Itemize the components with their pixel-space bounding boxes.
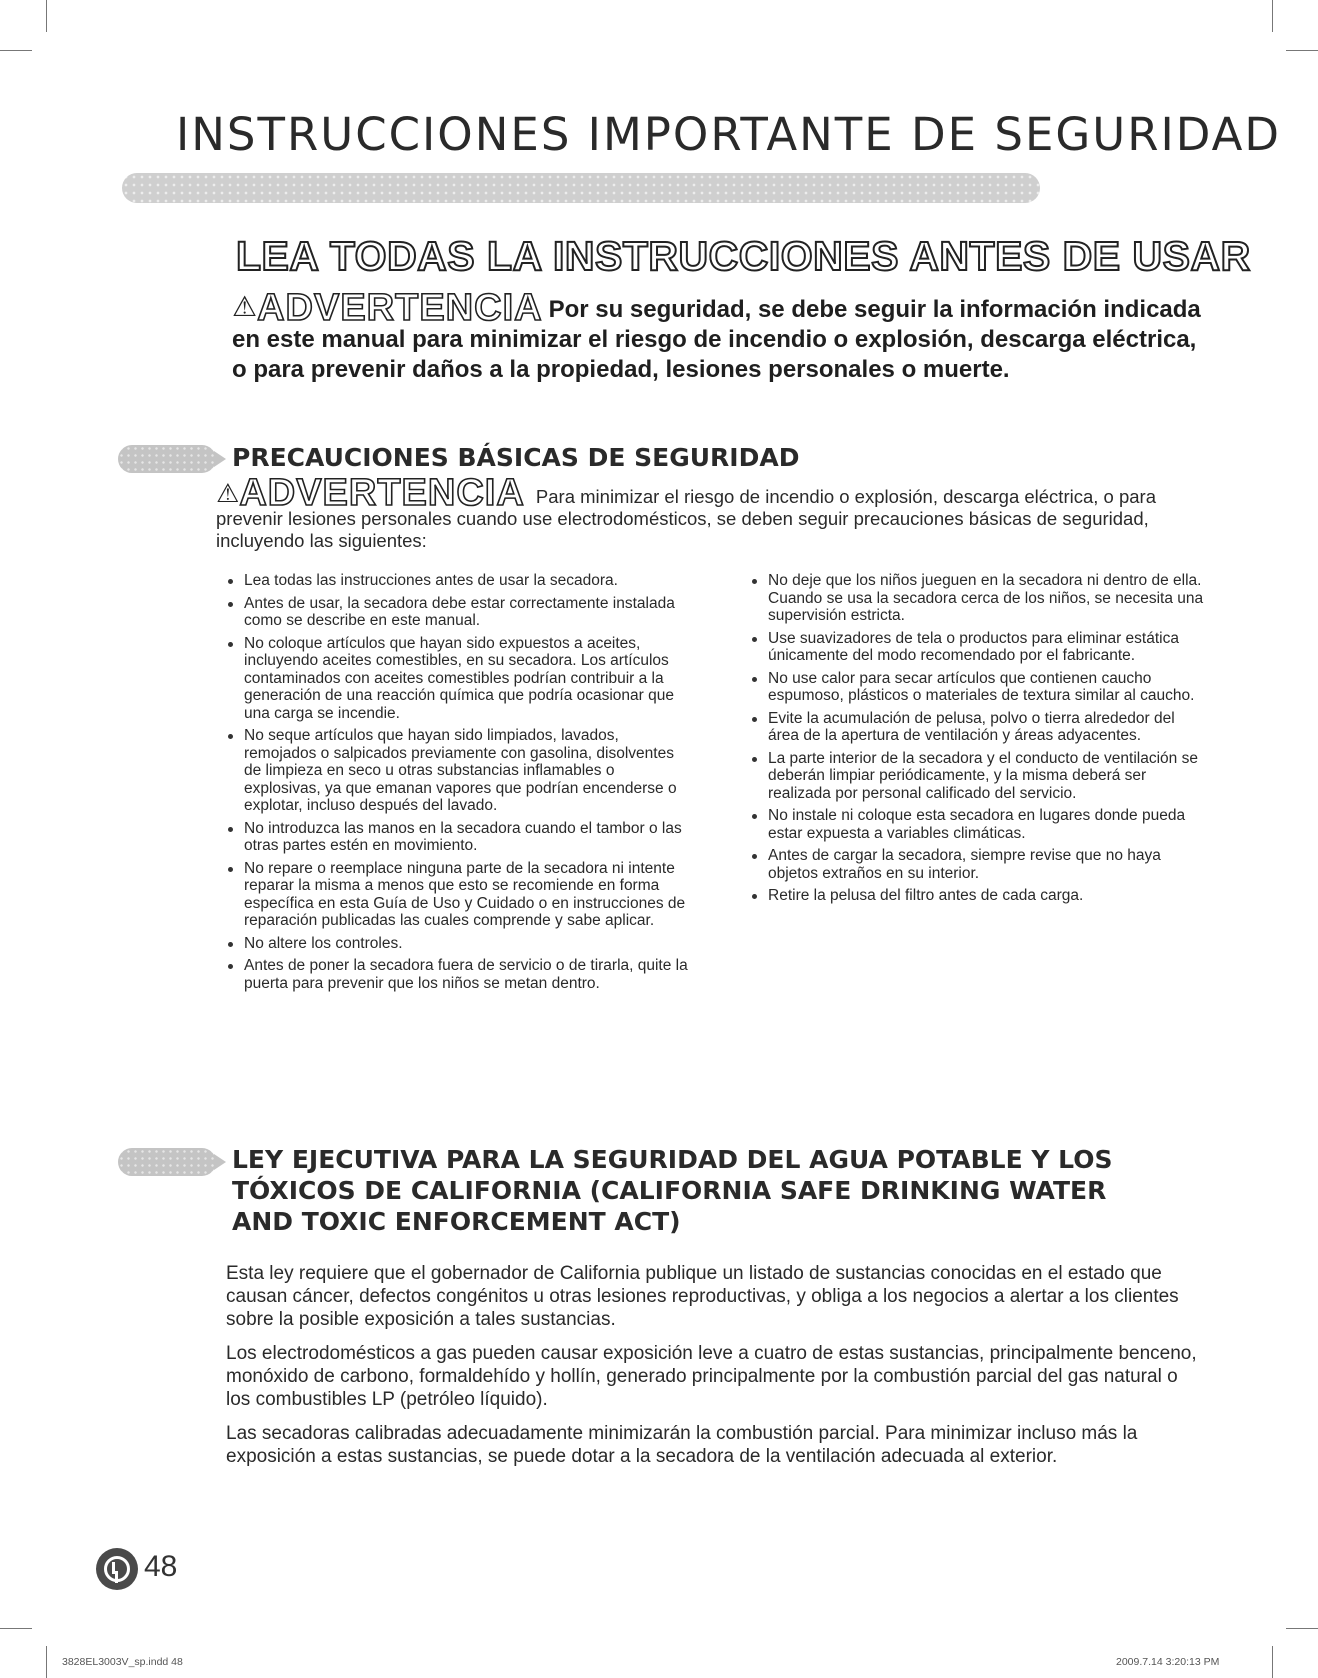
california-paragraph-2: Los electrodomésticos a gas pueden causar exposición leve a cuatro de estas sustancias, principalmente benceno, monóxido de carbono, formaldehído y hollín, generado principalmente por la combustión parcial del gas natural o los combustibles LP (petróleo líquido). [226,1343,1197,1410]
list-item: Antes de cargar la secadora, siempre revise que no haya objetos extraños en su interior. [750,847,1204,882]
crop-mark [46,1646,47,1678]
list-item: No repare o reemplace ninguna parte de la secadora ni intente reparar la misma a menos que esto se recomiende en forma específica en esta Guía de Uso y Cuidado o en instrucciones de reparación publicadas las cuales comprende y sabe aplicar. [226,860,688,930]
list-item: No coloque artículos que hayan sido expuestos a aceites, incluyendo aceites comestibles, en su secadora. Los artículos contaminados con aceites comestibles podrían contribuir a la generación de una reacción química que podría ocasionar que una carga se incendie. [226,635,688,723]
warning-label: ADVERTENCIA [257,287,543,329]
warning-label: ADVERTENCIA [239,472,525,514]
lg-logo-icon [96,1548,138,1590]
main-warning-text: indicada en este manual para minimizar el riesgo de incendio o explosión, descarga eléctrica, o para prevenir daños a la propiedad, lesiones personales o muerte. [232,296,1201,383]
section-marker [118,445,216,473]
section-marker [118,1148,216,1176]
crop-mark [1272,0,1273,32]
crop-mark [1286,50,1318,51]
precautions-list-left [226,572,688,997]
crop-mark [46,0,47,32]
basic-precautions-warning [216,472,1196,552]
warning-triangle-icon: ⚠ [232,291,258,322]
main-warning-lead: Por su seguridad, se debe seguir la información [548,296,1097,323]
list-item: Antes de usar, la secadora debe estar correctamente instalada como se describe en este manual. [226,595,688,630]
california-paragraph-3: Las secadoras calibradas adecuadamente minimizarán la combustión parcial. Para minimizar incluso más la exposición a estas sustancias, se puede dotar a la secadora de la ventilación adecuada al exterior. [226,1423,1138,1467]
crop-mark [0,50,32,51]
list-item: La parte interior de la secadora y el conducto de ventilación se deberán limpiar periódicamente, y la misma deberá ser realizada por personal calificado del servicio. [750,750,1204,803]
list-item: Lea todas las instrucciones antes de usar la secadora. [226,572,688,590]
list-item: Retire la pelusa del filtro antes de cada carga. [750,887,1204,905]
list-item: No deje que los niños jueguen en la secadora ni dentro de ella. Cuando se usa la secadora cerca de los niños, se necesita una supervisión estricta. [750,572,1204,625]
precautions-list-right [750,572,1204,910]
page-number: 48 [144,1550,178,1583]
list-item: Evite la acumulación de pelusa, polvo o tierra alrededor del área de la apertura de ventilación y áreas adyacentes. [750,710,1204,745]
warning-triangle-icon: ⚠ [216,478,240,508]
crop-mark [0,1628,32,1629]
crop-mark [1286,1628,1318,1629]
list-item: No seque artículos que hayan sido limpiados, lavados, remojados o salpicados previamente con gasolina, disolventes de limpieza en seco u otras substancias inflamables o explosivas, ya que emanan vapores que podrían encenderse o explotar, incluso después del lavado. [226,727,688,815]
print-timestamp: 2009.7.14 3:20:13 PM [1116,1656,1220,1668]
basic-precautions-warning-text: Para minimizar el riesgo de incendio o explosión, descarga eléctrica, o para prevenir lesiones personales cuando use electrodomésticos, se deben seguir precauciones básicas de seguridad, incluyendo las siguientes: [216,486,1156,551]
list-item: Antes de poner la secadora fuera de servicio o de tirarla, quite la puerta para prevenir que los niños se metan dentro. [226,957,688,992]
page-title: INSTRUCCIONES IMPORTANTE DE SEGURIDAD [176,108,1282,161]
list-item: No altere los controles. [226,935,688,953]
section-title-california-act: LEY EJECUTIVA PARA LA SEGURIDAD DEL AGUA POTABLE Y LOS TÓXICOS DE CALIFORNIA (CALIFORNIA SAFE DRINKING WATER AND TOXIC ENFORCEMENT ACT) [232,1145,1113,1236]
file-name: 3828EL3003V_sp.indd 48 [62,1656,183,1668]
list-item: Use suavizadores de tela o productos para eliminar estática únicamente del modo recomendado por el fabricante. [750,630,1204,665]
list-item: No use calor para secar artículos que contienen caucho espumoso, plásticos o materiales de textura similar al caucho. [750,670,1204,705]
read-all-heading: LEA TODAS LA INSTRUCCIONES ANTES DE USAR [236,233,1251,279]
section-title-basic-precautions: PRECAUCIONES BÁSICAS DE SEGURIDAD [232,443,800,472]
crop-mark [1272,1646,1273,1678]
title-decorative-bar [122,173,1040,203]
main-warning [232,287,1202,385]
list-item: No instale ni coloque esta secadora en lugares donde pueda estar expuesta a variables climáticas. [750,807,1204,842]
california-paragraph-1: Esta ley requiere que el gobernador de California publique un listado de sustancias conocidas en el estado que causan cáncer, defectos congénitos u otras lesiones reproductivas, y obliga a los negocios a alertar a los clientes sobre la posible exposición a tales sustancias. [226,1263,1179,1330]
list-item: No introduzca las manos en la secadora cuando el tambor o las otras partes estén en movimiento. [226,820,688,855]
